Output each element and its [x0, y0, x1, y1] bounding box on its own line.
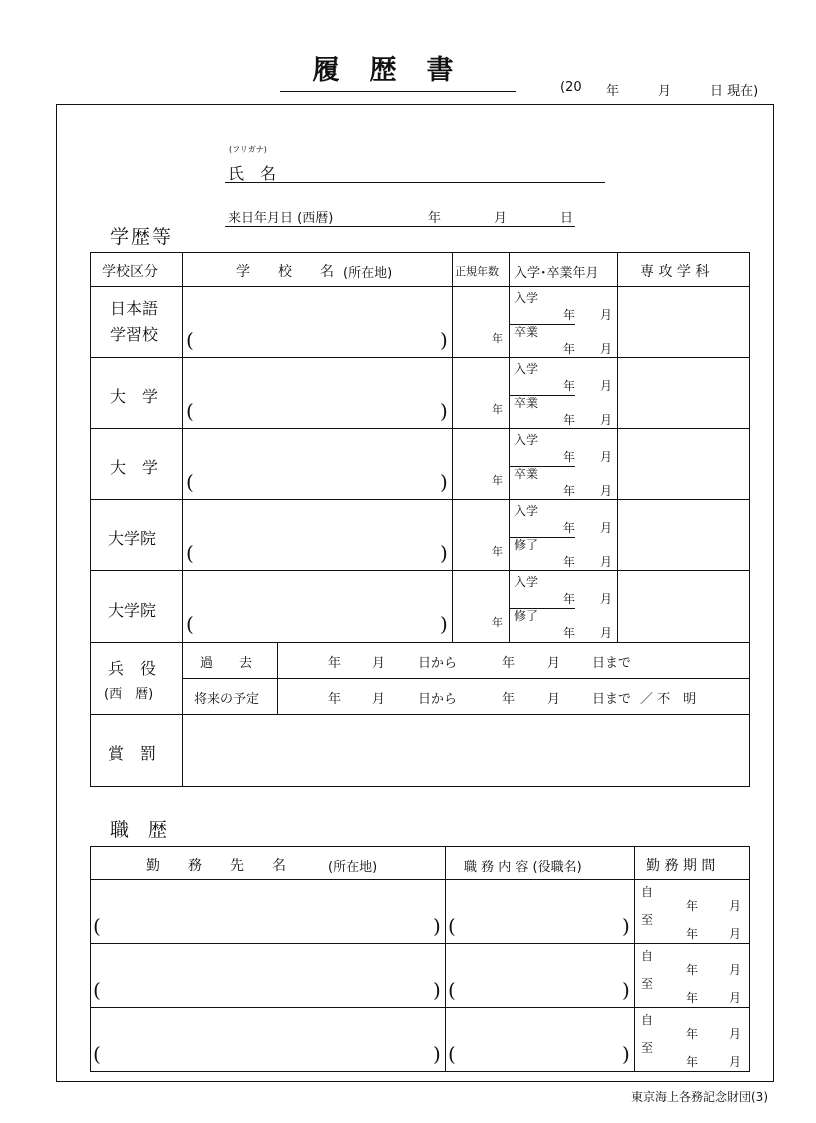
career-2-to-year: 年: [686, 991, 699, 1005]
edu-row-1-years: 年: [492, 332, 503, 345]
name-field[interactable]: [225, 182, 605, 183]
edu-row-4-start-month: 月: [600, 521, 613, 535]
edu-row-4-end-year: 年: [563, 555, 576, 569]
as-of-month: 月: [658, 84, 672, 99]
career-1-to-year: 年: [686, 927, 699, 941]
footer-publisher: 東京海上各務記念財団(3): [631, 1090, 768, 1104]
edu-row-3-start: 入学: [514, 433, 539, 447]
arrival-label: 来日年月日 (西暦): [228, 211, 334, 226]
edu-row-2-end: 卒業: [514, 396, 539, 410]
edu-row-4-start-year: 年: [563, 521, 576, 535]
edu-row-5-start-year: 年: [563, 592, 576, 606]
edu-row-5-category: 大学院: [108, 601, 157, 620]
mil-past-month-to: 月: [547, 656, 561, 671]
career-2-to: 至: [641, 977, 654, 991]
mil-fut-month-from: 月: [372, 692, 386, 707]
career-3-from-month: 月: [729, 1027, 742, 1041]
edu-row-2-start: 入学: [514, 362, 539, 376]
military-future-label: 将来の予定: [194, 692, 260, 707]
career-2-to-month: 月: [729, 991, 742, 1005]
edu-row-4-end-month: 月: [600, 555, 613, 569]
career-3-to: 至: [641, 1041, 654, 1055]
page-title: 履歴書: [280, 52, 516, 92]
edu-row-2-start-year: 年: [563, 379, 576, 393]
career-3-to-month: 月: [729, 1055, 742, 1069]
edu-row-5-years: 年: [492, 616, 503, 629]
edu-row-5-end-year: 年: [563, 626, 576, 640]
arrival-day: 日: [560, 211, 574, 226]
mil-fut-year-from: 年: [328, 692, 342, 707]
career-header-period: 勤 務 期 間: [646, 858, 716, 874]
header-dates: 入学･卒業年月: [514, 266, 599, 281]
education-heading: 学歴等: [110, 226, 174, 248]
as-of-date: [548, 80, 778, 98]
furigana-label: (フリガナ): [229, 145, 267, 154]
career-header-employer-note: (所在地): [328, 860, 378, 875]
mil-past-from: 日から: [418, 656, 458, 671]
header-school: 学 校 名: [236, 264, 334, 280]
as-of-prefix: (20: [560, 80, 582, 95]
career-2-from: 自: [641, 949, 654, 963]
edu-row-1-end-year: 年: [563, 342, 576, 356]
edu-row-1-end-month: 月: [600, 342, 613, 356]
as-of-year: 年: [606, 84, 620, 99]
career-header-employer: 勤 務 先 名: [146, 858, 286, 874]
edu-row-1-start: 入学: [514, 291, 539, 305]
career-3-from-year: 年: [686, 1027, 699, 1041]
edu-row-3-category: 大 学: [110, 458, 159, 477]
header-major: 専 攻 学 科: [640, 264, 710, 280]
header-category: 学校区分: [102, 264, 158, 280]
career-1-to: 至: [641, 913, 654, 927]
arrival-field[interactable]: [225, 226, 575, 227]
edu-row-1-start-month: 月: [600, 308, 613, 322]
edu-row-1-category: 日本語 学習校: [110, 299, 159, 344]
mil-past-to: 日まで: [592, 656, 632, 671]
edu-row-1-end: 卒業: [514, 325, 539, 339]
career-2-from-year: 年: [686, 963, 699, 977]
career-1-to-month: 月: [729, 927, 742, 941]
edu-row-3-end-month: 月: [600, 484, 613, 498]
mil-past-year-from: 年: [328, 656, 342, 671]
edu-row-5-start: 入学: [514, 575, 539, 589]
edu-row-2-category: 大 学: [110, 387, 159, 406]
mil-fut-to: 日まで: [592, 692, 632, 707]
edu-row-3-start-year: 年: [563, 450, 576, 464]
edu-row-4-end: 修了: [514, 538, 539, 552]
career-3-to-year: 年: [686, 1055, 699, 1069]
edu-row-5-end-month: 月: [600, 626, 613, 640]
mil-fut-from: 日から: [418, 692, 458, 707]
edu-row-4-years: 年: [492, 545, 503, 558]
as-of-day: 日 現在): [710, 84, 759, 99]
career-3-from: 自: [641, 1013, 654, 1027]
mil-past-year-to: 年: [502, 656, 516, 671]
military-past-label: 過 去: [200, 656, 253, 671]
mil-fut-year-to: 年: [502, 692, 516, 707]
edu-row-2-end-month: 月: [600, 413, 613, 427]
header-school-note: (所在地): [343, 266, 393, 281]
edu-row-4-category: 大学院: [108, 529, 157, 548]
edu-row-2-end-year: 年: [563, 413, 576, 427]
career-1-from: 自: [641, 885, 654, 899]
arrival-month: 月: [494, 211, 508, 226]
edu-row-5-start-month: 月: [600, 592, 613, 606]
mil-fut-month-to: 月: [547, 692, 561, 707]
career-1-from-month: 月: [729, 899, 742, 913]
header-years: 正規年数: [455, 265, 499, 278]
military-label: 兵 役: [108, 659, 157, 678]
edu-row-3-start-month: 月: [600, 450, 613, 464]
military-sub: (西 暦): [104, 687, 154, 702]
arrival-year: 年: [428, 211, 442, 226]
mil-fut-unknown: ／ 不 明: [640, 692, 697, 707]
edu-row-5-end: 修了: [514, 609, 539, 623]
edu-row-1-start-year: 年: [563, 308, 576, 322]
edu-row-3-end-year: 年: [563, 484, 576, 498]
awards-label: 賞 罰: [108, 744, 157, 763]
edu-row-3-end: 卒業: [514, 467, 539, 481]
mil-past-month-from: 月: [372, 656, 386, 671]
career-heading: 職 歴: [110, 819, 168, 841]
edu-row-2-years: 年: [492, 403, 503, 416]
edu-row-2-start-month: 月: [600, 379, 613, 393]
career-1-from-year: 年: [686, 899, 699, 913]
career-2-from-month: 月: [729, 963, 742, 977]
name-label: 氏 名: [228, 164, 277, 183]
edu-row-4-start: 入学: [514, 504, 539, 518]
career-header-duties: 職 務 内 容 (役職名): [464, 860, 582, 875]
edu-row-3-years: 年: [492, 474, 503, 487]
